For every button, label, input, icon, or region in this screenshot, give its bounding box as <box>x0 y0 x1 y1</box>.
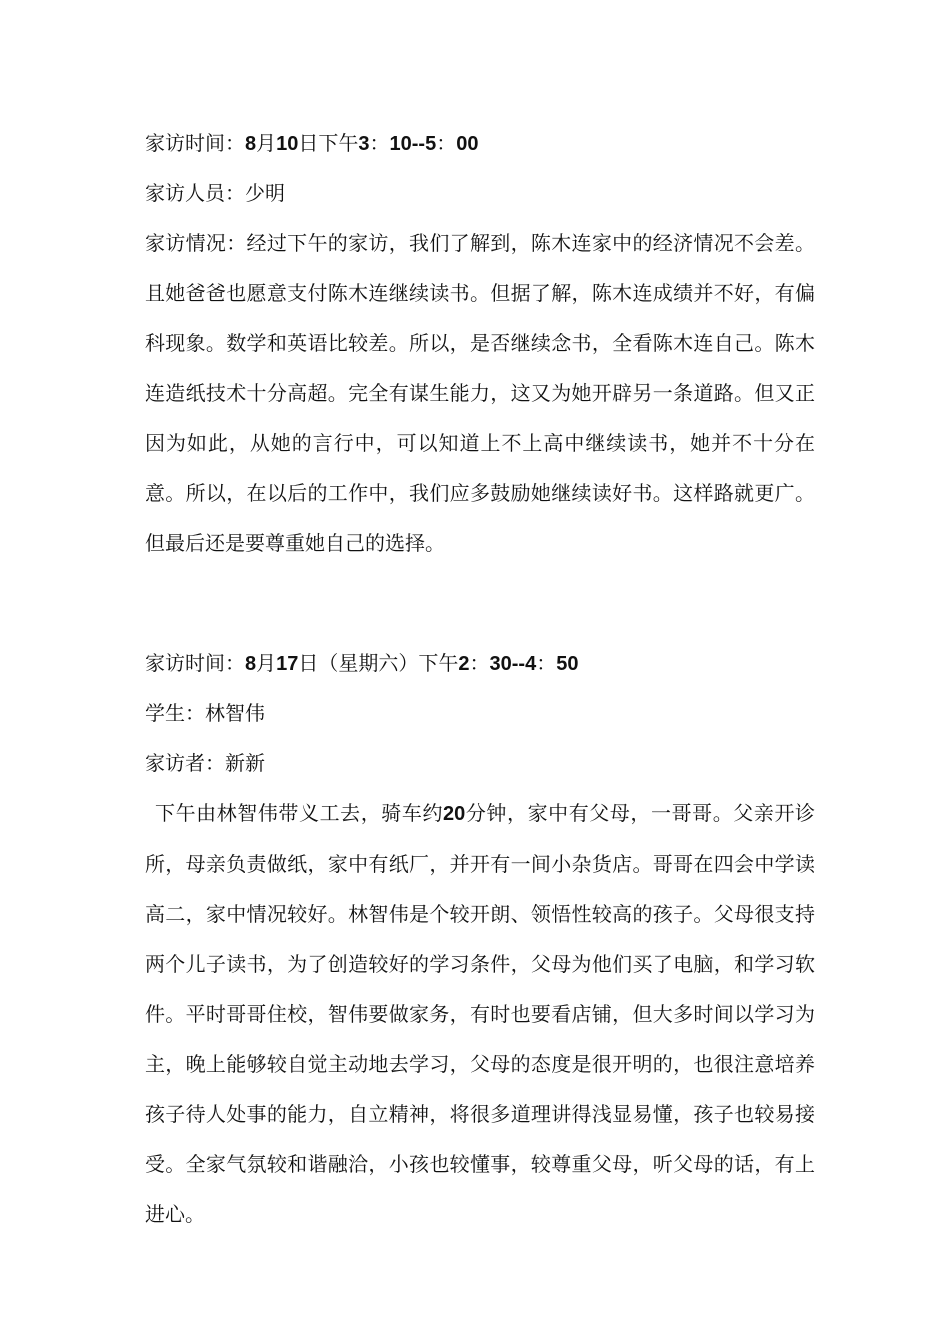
visit-time-separator: ： <box>369 131 390 155</box>
visit-time-range: 10--5 <box>389 133 437 155</box>
visit-end-minutes: 50 <box>556 653 579 675</box>
student-name-line: 学生：林智伟 <box>145 701 265 725</box>
visit-staff-line: 家访人员：少明 <box>145 181 285 205</box>
visit-time-separator: ： <box>536 651 557 675</box>
visit-day-unit: 日（星期六）下午 <box>298 651 459 675</box>
visit-time-line <box>145 118 815 168</box>
visit-time-separator: ： <box>469 651 490 675</box>
visit-time-prefix: 家访时间： <box>145 131 245 155</box>
visit-end-minutes: 00 <box>456 133 479 155</box>
visitor-name-line: 家访者：新新 <box>145 751 265 775</box>
ride-minutes-value: 20 <box>443 803 466 825</box>
visit-time-prefix: 家访时间： <box>145 651 245 675</box>
visit-start-hour: 3 <box>358 133 370 155</box>
home-visit-record-2 <box>145 638 815 1239</box>
visit-month-unit: 月 <box>256 131 277 155</box>
visit-time-line <box>145 638 815 688</box>
visit-start-hour: 2 <box>458 653 470 675</box>
visit-day: 17 <box>276 653 299 675</box>
visit-month: 8 <box>245 133 257 155</box>
visit-day: 10 <box>276 133 299 155</box>
visit-month: 8 <box>245 653 257 675</box>
visit-day-unit: 日下午 <box>298 131 359 155</box>
visit-month-unit: 月 <box>256 651 277 675</box>
visit-report-text-rest: 分钟，家中有父母，一哥哥。父亲开诊所，母亲负责做纸，家中有纸厂，并开有一间小杂货店。哥哥在四会中学读高二，家中情况较好。林智伟是个较开朗、领悟性较高的孩子。父母很支持两个儿子读书，为了创造较好的学习条件，父母为他们买了电脑，和学习软件。平时哥哥住校，智伟要做家务，有时也要看店铺，但大多时间以学习为主，晚上能够较自觉主动地去学习，父母的态度是很开明的，也很注意培养孩子待人处事的能力，自立精神，将很多道理讲得浅显易懂，孩子也较易接受。全家气氛较和谐融洽，小孩也较懂事，较尊重父母，听父母的话，有上进心。 <box>145 801 816 1226</box>
visit-report-paragraph <box>145 788 815 1239</box>
visit-situation-paragraph: 家访情况：经过下午的家访，我们了解到，陈木连家中的经济情况不会差。且她爸爸也愿意支付陈木连继续读书。但据了解，陈木连成绩并不好，有偏科现象。数学和英语比较差。所以，是否继续念书，全看陈木连自己。陈木连造纸技术十分高超。完全有谋生能力，这又为她开辟另一条道路。但又正因为如此，从她的言行中，可以知道上不上高中继续读书，她并不十分在意。所以，在以后的工作中，我们应多鼓励她继续读好书。这样路就更广。但最后还是要尊重她自己的选择。 <box>145 231 815 555</box>
visit-time-separator: ： <box>436 131 457 155</box>
visit-time-range: 30--4 <box>489 653 537 675</box>
home-visit-record-1 <box>145 118 815 568</box>
visit-report-text-start: 下午由林智伟带义工去，骑车约 <box>155 801 444 825</box>
